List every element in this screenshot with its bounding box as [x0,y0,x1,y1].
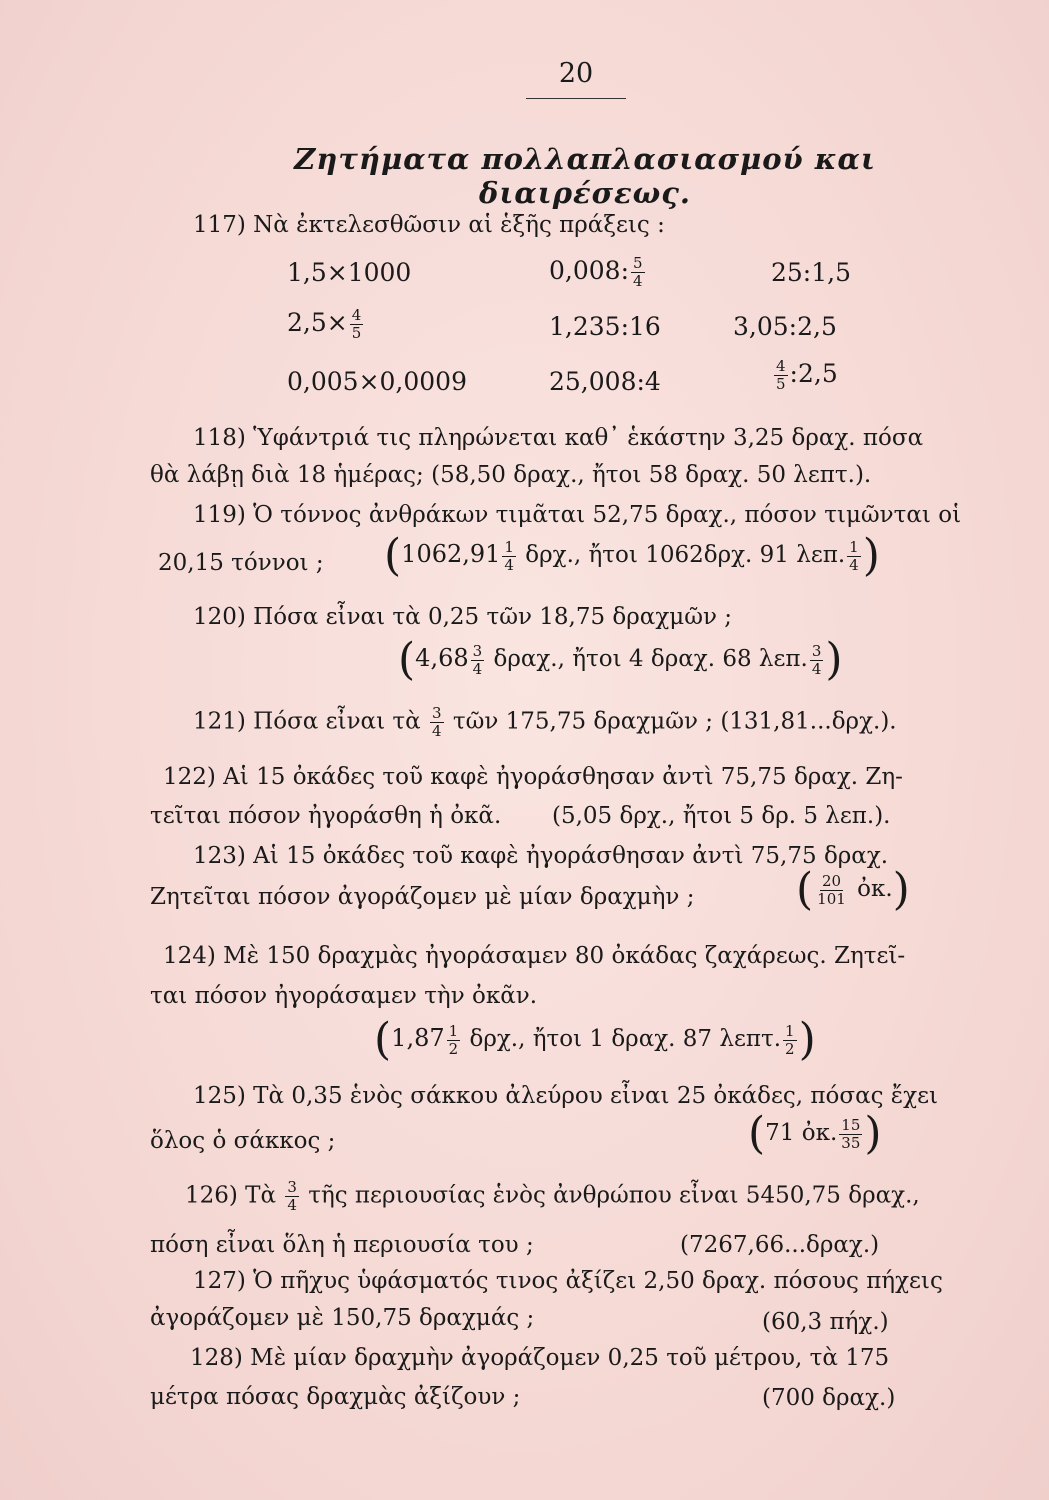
denominator: 2 [448,1039,459,1058]
answer-text: δρχ., ἤτοι 1 δραχ. 87 λεπτ. [469,1026,782,1052]
answer-text: 1,87 [391,1024,445,1052]
open-paren: ( [748,1108,766,1159]
denominator: 5 [351,324,362,342]
denominator: 2 [785,1039,795,1058]
problem-127-line2: ἀγοράζομεν μὲ 150,75 δραχμάς ; [150,1305,535,1331]
numerator: 3 [811,641,822,660]
close-paren: ) [798,1014,816,1065]
fraction [502,537,516,574]
numerator: 1 [849,537,859,556]
answer-text: δρχ., ἤτοι 1062δρχ. 91 λεπ. [525,542,846,568]
answer-text: 71 ὀκ. [765,1120,838,1146]
numerator: 3 [287,1178,297,1196]
problem-text: 121) Πόσα εἶναι τὰ [193,708,421,735]
problem-124-answer [374,1014,816,1065]
denominator: 35 [841,1133,861,1152]
problem-123-line2: Ζητεῖται πόσον ἀγοράζομεν μὲ μίαν δραχμὴν ; [150,884,695,910]
open-paren: ( [374,1014,392,1065]
problem-120-answer [398,634,843,685]
fraction [774,359,788,392]
denominator: 4 [633,272,643,290]
problem-127-line1: 127) Ὁ πῆχυς ὑφάσματός τινος ἀξίζει 2,50 δραχ. πόσους πήχεις [193,1268,943,1294]
problem-120-line1: 120) Πόσα εἶναι τὰ 0,25 τῶν 18,75 δραχμῶν ; [193,604,733,630]
exercise-117-r3c3 [772,359,838,392]
denominator: 4 [431,722,442,740]
problem-127-answer: (60,3 πήχ.) [762,1309,889,1335]
numerator: 3 [472,641,483,660]
open-paren: ( [384,530,402,581]
page-title: Ζητήματα πολλαπλασιασμού και διαιρέσεως. [294,142,876,210]
answer-text: (131,81...δρχ.). [720,708,897,735]
problem-126-line1 [185,1180,920,1213]
exercise-117-r1c1: 1,5×1000 [287,258,412,287]
expr-text: 2,5× [287,308,348,337]
exercise-117-r3c2: 25,008:4 [549,367,661,396]
numerator: 5 [633,254,643,272]
numerator: 1 [504,537,514,556]
answer-text: 4,68 [415,644,469,672]
exercise-117-r1c2 [549,256,647,289]
numerator: 3 [431,704,442,722]
close-paren: ) [892,864,910,915]
fraction [847,537,861,574]
expr-text: 0,008: [549,256,629,285]
answer-text: δραχ., ἤτοι 4 δραχ. 68 λεπ. [493,646,808,672]
problem-123-line1: 123) Αἱ 15 ὀκάδες τοῦ καφὲ ἠγοράσθησαν ἀντὶ 75,75 δραχ. [193,843,889,869]
problem-119-answer [384,530,880,581]
denominator: 4 [504,555,514,574]
problem-125-line1: 125) Τὰ 0,35 ἑνὸς σάκκου ἀλεύρου εἶναι 25 ὀκάδες, πόσας ἔχει [193,1083,939,1109]
problem-128-answer: (700 δραχ.) [762,1385,896,1411]
denominator: 4 [849,555,859,574]
problem-126-line2: πόση εἶναι ὅλη ἡ περιουσία του ; [150,1232,534,1258]
problem-122-answer: (5,05 δρχ., ἤτοι 5 δρ. 5 λεπ.). [552,803,891,829]
problem-text: τῆς περιουσίας ἑνὸς ἀνθρώπου εἶναι 5450,75 δραχ., [308,1182,920,1209]
numerator: 20 [821,871,842,890]
problem-118-line2: θὰ λάβῃ διὰ 18 ἡμέρας; (58,50 δραχ., ἤτοι 58 δραχ. 50 λεπτ.). [150,462,872,488]
problem-122-line1: 122) Αἱ 15 ὀκάδες τοῦ καφὲ ἠγοράσθησαν ἀντὶ 75,75 δραχ. Ζη- [163,764,903,790]
open-paren: ( [796,864,814,915]
problem-124-line2: ται πόσον ἠγοράσαμεν τὴν ὀκᾶν. [150,983,538,1009]
numerator: 4 [776,357,786,375]
fraction [810,641,824,678]
page-number: 20 [558,58,594,89]
problem-122-line2: τεῖται πόσον ἠγοράσθη ἡ ὀκᾶ. [150,803,502,829]
problem-124-line1: 124) Μὲ 150 δραχμὰς ἠγοράσαμεν 80 ὀκάδας ζαχάρεως. Ζητεῖ- [163,943,906,969]
fraction [350,308,364,341]
answer-unit: ὀκ. [857,876,893,902]
numerator: 1 [785,1021,795,1040]
exercise-117-r1c3: 25:1,5 [771,258,851,287]
problem-126-answer: (7267,66...δραχ.) [680,1232,880,1258]
denominator: 4 [811,659,822,678]
problem-128-line2: μέτρα πόσας δραχμὰς ἀξίζουν ; [150,1384,521,1410]
fraction [839,1115,862,1152]
close-paren: ) [864,1108,882,1159]
fraction [447,1021,461,1058]
fraction [285,1180,299,1213]
fraction [783,1021,797,1058]
exercise-117-r2c3: 3,05:2,5 [733,312,837,341]
exercise-117-r3c1: 0,005×0,0009 [287,367,467,396]
problem-121-line1 [193,706,897,739]
denominator: 5 [776,375,786,393]
close-paren: ) [862,530,880,581]
fraction [430,706,444,739]
problem-119-line2: 20,15 τόννοι ; [158,550,324,576]
fraction [471,641,485,678]
close-paren: ) [825,634,843,685]
numerator: 4 [351,306,362,324]
problem-117-intro: 117) Νὰ ἐκτελεσθῶσιν αἱ ἑξῆς πράξεις : [193,212,665,238]
problem-128-line1: 128) Μὲ μίαν δραχμὴν ἀγοράζομεν 0,25 τοῦ μέτρου, τὰ 175 [190,1345,890,1371]
problem-125-answer [748,1108,882,1159]
exercise-117-r2c2: 1,235:16 [549,312,661,341]
denominator: 4 [472,659,483,678]
expr-text: :2,5 [789,359,838,388]
fraction [815,871,848,908]
problem-text: τῶν 175,75 δραχμῶν ; [452,708,713,735]
problem-123-answer [796,864,910,915]
denominator: 4 [287,1196,297,1214]
problem-125-line2: ὅλος ὁ σάκκος ; [150,1128,336,1154]
fraction [631,256,645,289]
answer-text: 1062,91 [401,540,501,568]
exercise-117-r2c1 [287,308,365,341]
problem-text: 126) Τὰ [185,1182,277,1209]
page-number-rule [526,98,626,99]
problem-119-line1: 119) Ὁ τόννος ἀνθράκων τιμᾶται 52,75 δραχ., πόσον τιμῶνται οἱ [193,502,962,528]
denominator: 101 [817,889,846,908]
problem-118-line1: 118) Ὑφάντριά τις πληρώνεται καθ᾿ ἑκάστην 3,25 δραχ. πόσα [193,425,924,451]
open-paren: ( [398,634,416,685]
numerator: 1 [448,1021,459,1040]
numerator: 15 [841,1115,861,1134]
